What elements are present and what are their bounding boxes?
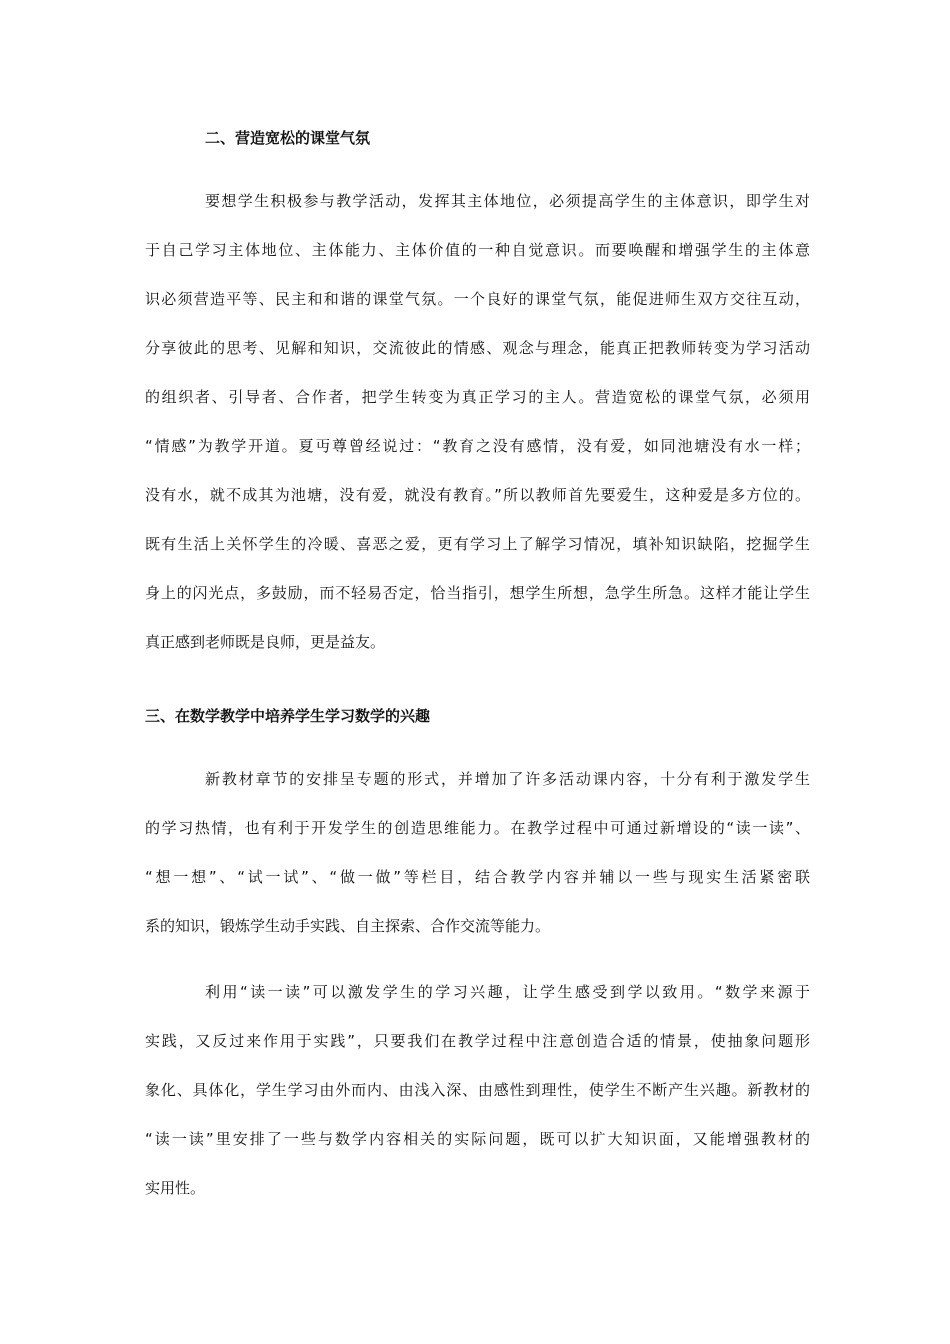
paragraph-line: 没有水，就不成其为池塘，没有爱，就没有教育。”所以教师首先要爱生，这种爱是多方位的。 <box>145 486 810 504</box>
section-heading-2: 二、营造宽松的课堂气氛 <box>205 129 371 147</box>
paragraph-line: 的组织者、引导者、合作者，把学生转变为真正学习的主人。营造宽松的课堂气氛，必须用 <box>145 388 810 406</box>
paragraph-line: “想一想”、“试一试”、“做一做”等栏目，结合教学内容并辅以一些与现实生活紧密联 <box>145 868 810 886</box>
paragraph-read-section <box>145 982 810 1227</box>
paragraph-line: 身上的闪光点，多鼓励，而不轻易否定，恰当指引，想学生所想，急学生所急。这样才能让学生 <box>145 584 810 602</box>
paragraph-line: 新教材章节的安排呈专题的形式，并增加了许多活动课内容，十分有利于激发学生 <box>205 770 810 788</box>
paragraph-line: “读一读”里安排了一些与数学内容相关的实际问题，既可以扩大知识面，又能增强教材的 <box>145 1130 810 1148</box>
paragraph-line: 实用性。 <box>145 1179 206 1197</box>
paragraph-line: 于自己学习主体地位、主体能力、主体价值的一种自觉意识。而要唤醒和增强学生的主体意 <box>145 241 810 259</box>
paragraph-new-textbook <box>145 769 810 965</box>
paragraph-line: 既有生活上关怀学生的冷暖、喜恶之爱，更有学习上了解学习情况，填补知识缺陷，挖掘学生 <box>145 535 810 553</box>
paragraph-line: 要想学生积极参与教学活动，发挥其主体地位，必须提高学生的主体意识，即学生对 <box>205 192 810 210</box>
paragraph-line: “情感”为教学开道。夏丏尊曾经说过：“教育之没有感情，没有爱，如同池塘没有水一样； <box>145 437 810 455</box>
paragraph-line: 系的知识，锻炼学生动手实践、自主探索、合作交流等能力。 <box>145 917 551 935</box>
paragraph-line: 识必须营造平等、民主和和谐的课堂气氛。一个良好的课堂气氛，能促进师生双方交往互动， <box>145 290 810 308</box>
paragraph-line: 真正感到老师既是良师，更是益友。 <box>145 633 386 651</box>
paragraph-line: 的学习热情，也有利于开发学生的创造思维能力。在教学过程中可通过新增设的“读一读”、 <box>145 819 810 837</box>
paragraph-line: 象化、具体化，学生学习由外而内、由浅入深、由感性到理性，使学生不断产生兴趣。新教材的 <box>145 1081 810 1099</box>
paragraph-classroom-atmosphere <box>145 191 810 681</box>
paragraph-line: 实践，又反过来作用于实践”，只要我们在教学过程中注意创造合适的情景，使抽象问题形 <box>145 1032 810 1050</box>
paragraph-line: 分享彼此的思考、见解和知识，交流彼此的情感、观念与理念，能真正把教师转变为学习活动 <box>145 339 810 357</box>
paragraph-line: 利用“读一读”可以激发学生的学习兴趣，让学生感受到学以致用。“数学来源于 <box>205 983 810 1001</box>
section-heading-3: 三、在数学教学中培养学生学习数学的兴趣 <box>145 707 431 725</box>
